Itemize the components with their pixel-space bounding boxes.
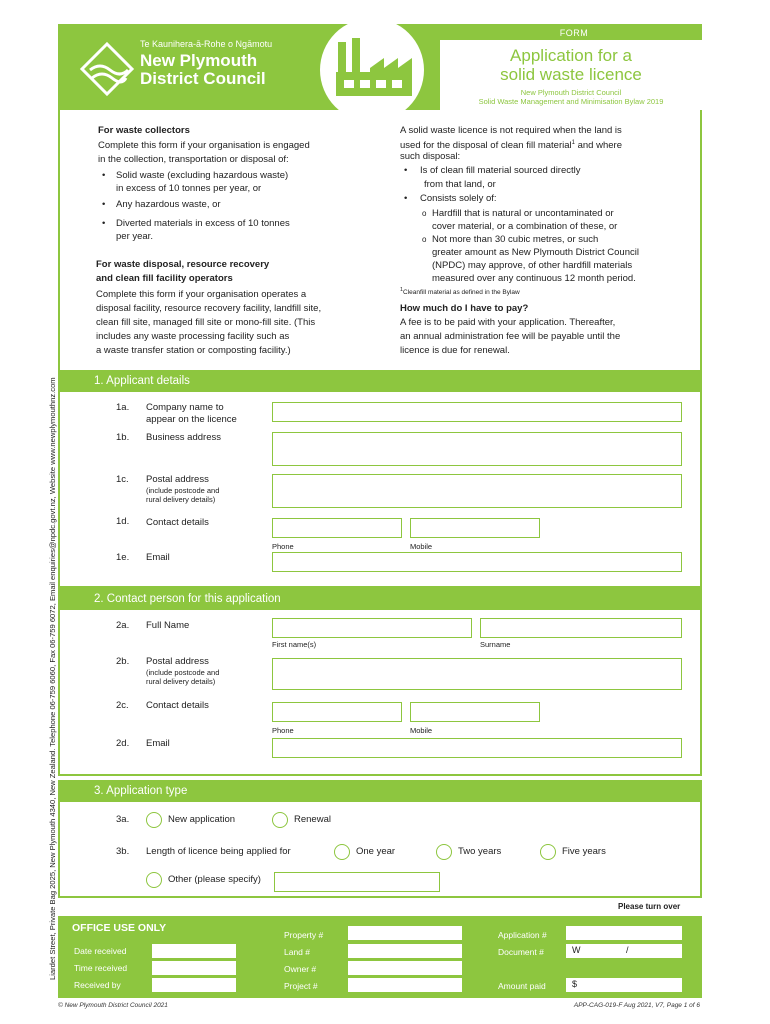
postal-address-label: Postal address (146, 474, 209, 485)
land-input[interactable] (348, 944, 462, 958)
pay-text: licence is due for renewal. (400, 345, 510, 356)
project-input[interactable] (348, 978, 462, 992)
office-use-heading: OFFICE USE ONLY (72, 922, 167, 934)
factory-icon (332, 36, 416, 100)
intro-panel (58, 110, 702, 372)
pay-heading: How much do I have to pay? (400, 303, 529, 314)
item-number: 2b. (116, 656, 130, 667)
exemption-bullet: Consists solely of: (420, 193, 497, 204)
company-name-label: appear on the licence (146, 414, 237, 425)
application-number-label: Application # (498, 930, 547, 940)
company-name-label: Company name to (146, 402, 224, 413)
collectors-heading: For waste collectors (98, 125, 190, 136)
business-address-input[interactable] (272, 432, 682, 466)
side-contact-text: Liardet Street, Private Bag 2025, New Plymouth 4340, New Zealand. Telephone 06-759 6060, Fax 06-759 6072, Email enquiries@npdc.govt.nz, Website www.newplymouthnz.com (48, 377, 57, 980)
sub-bullet-text: (NPDC) may approve, of other hardfill materials (432, 260, 633, 271)
mobile-caption: Mobile (410, 726, 433, 735)
sub-bullet-text: Not more than 30 cubic metres, or such (432, 234, 599, 245)
document-slash: / (626, 945, 629, 955)
contact-postal-label: Postal address (146, 656, 209, 667)
form-subtitle: New Plymouth District Council Solid Waste Management and Minimisation Bylaw 2019 (478, 88, 664, 106)
council-name: New Plymouth District Council (140, 51, 266, 88)
item-number: 3a. (116, 814, 130, 825)
contact-postal-input[interactable] (272, 658, 682, 690)
bullet: • (102, 218, 106, 229)
company-name-input[interactable] (272, 402, 682, 422)
two-years-radio[interactable] (436, 844, 452, 860)
sub-bullet-text: Hardfill that is natural or uncontaminated or (432, 208, 614, 219)
postal-address-hint: rural delivery details) (146, 677, 216, 686)
contact-email-input[interactable] (272, 738, 682, 758)
turn-over-note: Please turn over (618, 902, 681, 911)
item-number: 2c. (116, 700, 129, 711)
one-year-radio[interactable] (334, 844, 350, 860)
document-number-input[interactable] (566, 944, 682, 958)
bullet-text: per year. (116, 231, 153, 242)
time-received-label: Time received (74, 963, 128, 973)
bullet-text: Diverted materials in excess of 10 tonnes (116, 218, 290, 229)
renewal-label: Renewal (294, 814, 331, 825)
collectors-text: in the collection, transportation or disposal of: (98, 154, 289, 165)
other-length-input[interactable] (274, 872, 440, 892)
footer-page-info: APP-CAG-019-F Aug 2021, V7, Page 1 of 6 (573, 1002, 700, 1009)
item-number: 1d. (116, 516, 130, 527)
land-label: Land # (284, 947, 310, 957)
bullet-text: Solid waste (excluding hazardous waste) (116, 170, 289, 181)
dollar-sign: $ (572, 979, 578, 989)
item-number: 1c. (116, 474, 129, 485)
contact-mobile-input[interactable] (410, 702, 540, 722)
licence-length-label: Length of licence being applied for (146, 846, 291, 857)
new-application-radio[interactable] (146, 812, 162, 828)
received-by-input[interactable] (152, 978, 236, 992)
surname-caption: Surname (480, 640, 511, 649)
mobile-input[interactable] (410, 518, 540, 538)
amount-paid-label: Amount paid (498, 981, 546, 991)
postal-address-hint: (include postcode and (146, 668, 220, 677)
section-2-panel (58, 610, 702, 776)
renewal-radio[interactable] (272, 812, 288, 828)
amount-paid-input[interactable] (566, 978, 682, 992)
exemption-text: such disposal: (400, 151, 461, 162)
postal-address-hint: rural delivery details) (146, 495, 216, 504)
email-label: Email (146, 552, 170, 563)
item-number: 1a. (116, 402, 130, 413)
office-use-panel (58, 916, 702, 998)
property-input[interactable] (348, 926, 462, 940)
phone-input[interactable] (272, 518, 402, 538)
form-tag: FORM (559, 28, 589, 38)
pay-text: an annual administration fee will be payable until the (400, 331, 621, 342)
date-received-input[interactable] (152, 944, 236, 958)
one-year-label: One year (356, 846, 396, 857)
document-number-label: Document # (498, 947, 544, 957)
operators-text: disposal facility, resource recovery facility, landfill site, (96, 303, 322, 314)
full-name-label: Full Name (146, 620, 190, 631)
item-number: 2a. (116, 620, 130, 631)
property-label: Property # (284, 930, 324, 940)
exemption-text: used for the disposal of clean fill material$^1$ and where (400, 140, 622, 152)
item-number: 1b. (116, 432, 130, 443)
bullet: • (102, 170, 106, 181)
mobile-caption: Mobile (410, 542, 433, 551)
operators-heading: and clean fill facility operators (96, 273, 233, 284)
form-title: Application for a solid waste licence (500, 46, 642, 84)
postal-address-hint: (include postcode and (146, 486, 220, 495)
operators-text: Complete this form if your organisation operates a (96, 289, 307, 300)
email-input[interactable] (272, 552, 682, 572)
first-name-caption: First name(s) (272, 640, 317, 649)
email-label: Email (146, 738, 170, 749)
date-received-label: Date received (74, 946, 127, 956)
maori-council-name: Te Kaunihera-ā-Rohe o Ngāmotu (140, 39, 273, 49)
owner-label: Owner # (284, 964, 317, 974)
two-years-label: Two years (458, 846, 502, 857)
sub-bullet: o (422, 209, 427, 218)
business-address-label: Business address (146, 432, 221, 443)
footnote: $^1$Cleanfill material as defined in the Bylaw (400, 287, 520, 297)
bullet: • (404, 165, 408, 176)
time-received-input[interactable] (152, 961, 236, 975)
contact-details-label: Contact details (146, 700, 209, 711)
contact-details-label: Contact details (146, 517, 209, 528)
phone-caption: Phone (272, 726, 294, 735)
bullet-text: in excess of 10 tonnes per year, or (116, 183, 262, 194)
exemption-text: A solid waste licence is not required when the land is (400, 125, 622, 136)
owner-input[interactable] (348, 961, 462, 975)
item-number: 2d. (116, 738, 130, 749)
surname-input[interactable] (480, 618, 682, 638)
contact-phone-input[interactable] (272, 702, 402, 722)
bullet-text: Any hazardous waste, or (116, 199, 221, 210)
section-1-panel (58, 392, 702, 588)
bullet: • (404, 193, 408, 204)
sub-bullet-text: cover material, or a combination of these, or (432, 221, 618, 232)
sub-bullet-text: measured over any continuous 12 month period. (432, 273, 636, 284)
phone-caption: Phone (272, 542, 294, 551)
operators-heading: For waste disposal, resource recovery (96, 259, 270, 270)
operators-text: a waste transfer station or composting facility.) (96, 345, 291, 356)
operators-text: clean fill site, managed fill site or mono-fill site. (This (96, 317, 316, 328)
new-application-label: New application (168, 814, 236, 825)
sub-bullet-text: greater amount as New Plymouth District Council (432, 247, 639, 258)
section-1-header: 1. Applicant details (58, 370, 702, 392)
section-3-panel (58, 802, 702, 898)
five-years-label: Five years (562, 846, 606, 857)
bullet: • (102, 199, 106, 210)
first-name-input[interactable] (272, 618, 472, 638)
exemption-bullet: Is of clean fill material sourced directly (420, 165, 581, 176)
project-label: Project # (284, 981, 318, 991)
pay-text: A fee is to be paid with your application. Thereafter, (400, 317, 616, 328)
other-length-label: Other (please specify) (168, 874, 261, 885)
document-prefix: W (572, 945, 581, 955)
item-number: 3b. (116, 846, 130, 857)
five-years-radio[interactable] (540, 844, 556, 860)
operators-text: includes any waste processing facility such as (96, 331, 290, 342)
collectors-text: Complete this form if your organisation is engaged (98, 140, 310, 151)
application-number-input[interactable] (566, 926, 682, 940)
other-length-radio[interactable] (146, 872, 162, 888)
footer-copyright: © New Plymouth District Council 2021 (58, 1002, 168, 1009)
npdc-logo-icon (78, 40, 136, 98)
section-3-header: 3. Application type (58, 780, 702, 802)
received-by-label: Received by (74, 980, 121, 990)
postal-address-input[interactable] (272, 474, 682, 508)
sub-bullet: o (422, 235, 427, 244)
item-number: 1e. (116, 552, 130, 563)
exemption-bullet: from that land, or (424, 179, 496, 190)
section-2-header: 2. Contact person for this application (58, 588, 702, 610)
